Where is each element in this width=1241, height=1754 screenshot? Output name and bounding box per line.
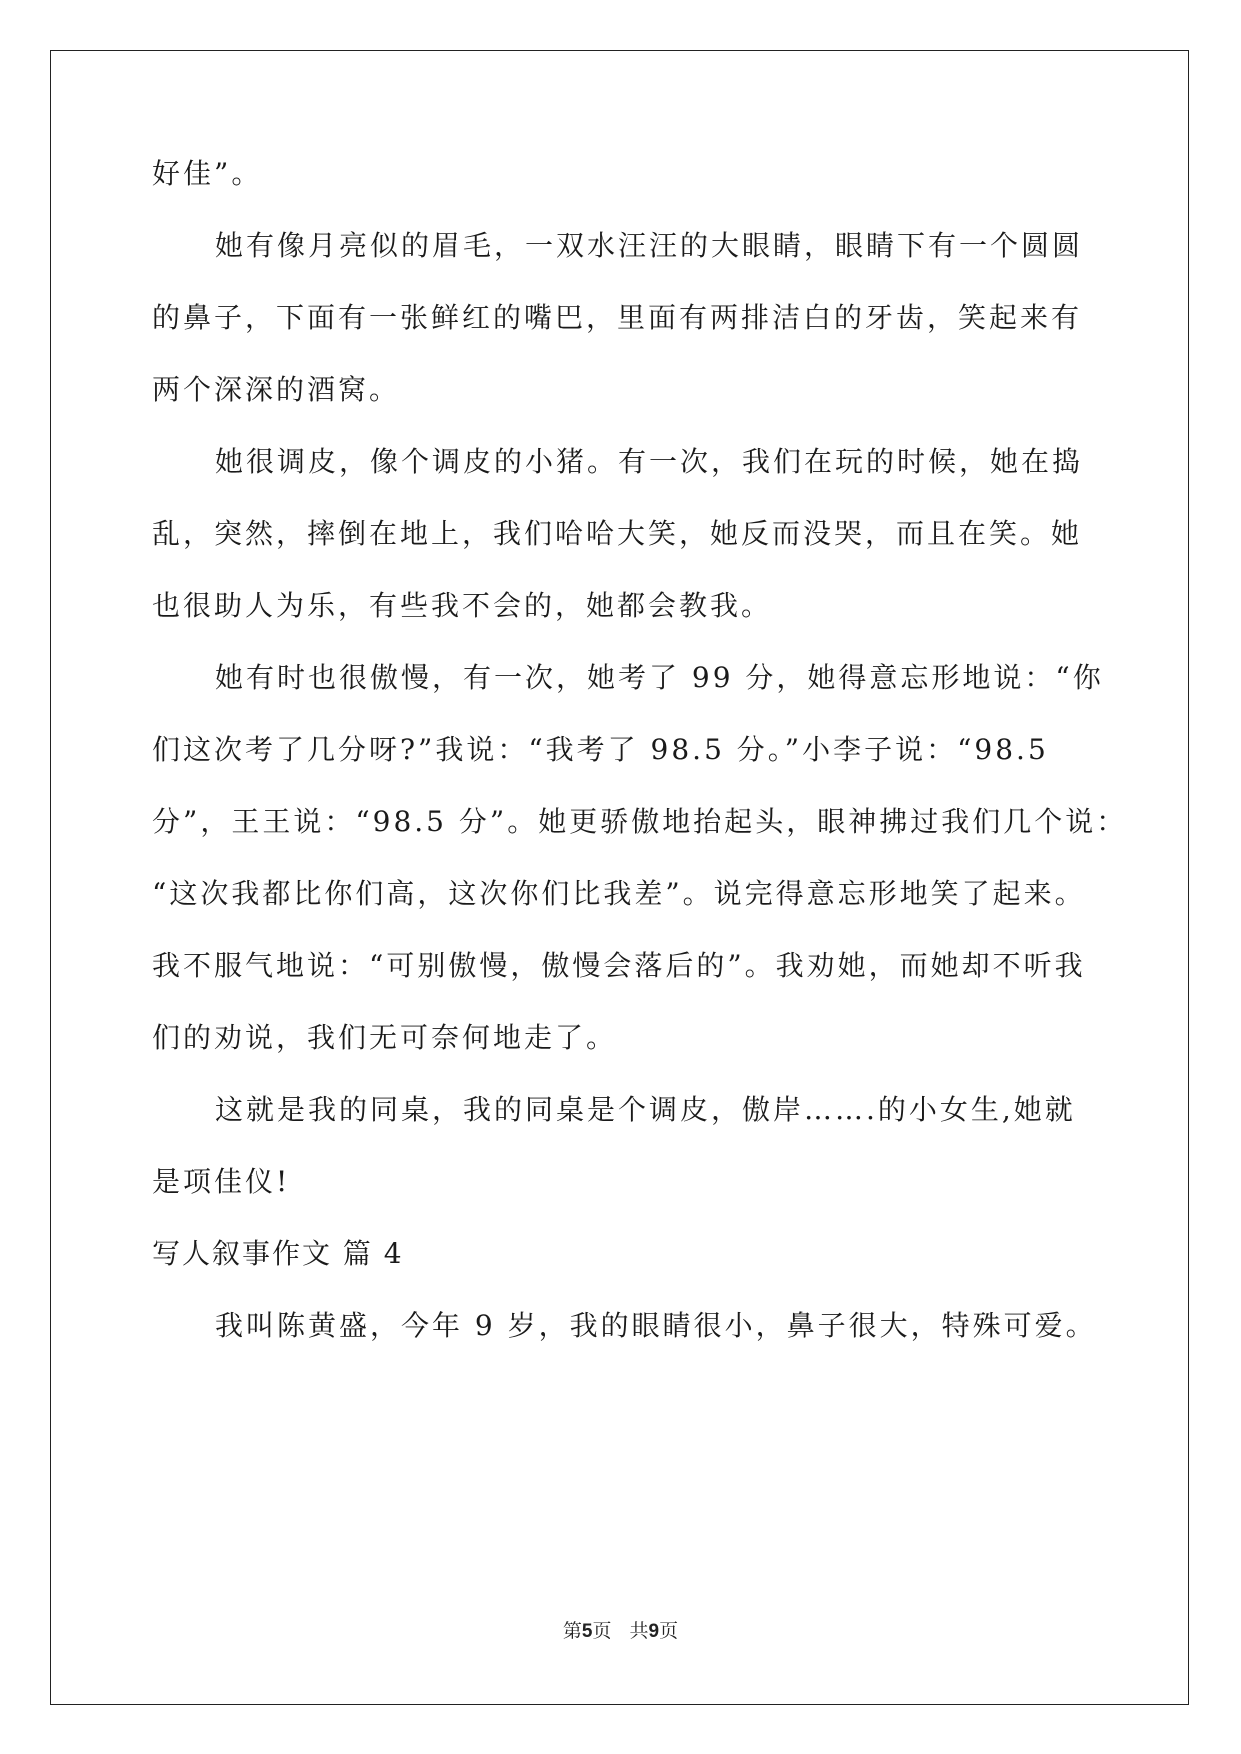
text-line: 是项佳仪! (152, 1165, 291, 1198)
text-line: 她有像月亮似的眉毛，一双水汪汪的大眼睛，眼睛下有一个圆圆 (215, 229, 1084, 262)
text-line: 的鼻子，下面有一张鲜红的嘴巴，里面有两排洁白的牙齿，笑起来有 (152, 301, 1083, 334)
text-line: “这次我都比你们高，这次你们比我差”。说完得意忘形地笑了起来。 (152, 877, 1086, 910)
text-line: 分”，王王说：“98.5 分”。她更骄傲地抬起头，眼神拂过我们几个说： (152, 805, 1128, 838)
total-prefix: 共 (629, 1620, 649, 1642)
text-line: 两个深深的酒窝。 (152, 373, 401, 406)
page-suffix: 页 (592, 1620, 612, 1642)
text-line: 好佳”。 (152, 157, 263, 190)
text-line: 我叫陈黄盛，今年 9 岁，我的眼睛很小，鼻子很大，特殊可爱。 (215, 1309, 1097, 1342)
text-line: 们这次考了几分呀?”我说：“我考了 98.5 分。”小李子说：“98.5 (152, 733, 1049, 766)
text-line: 我不服气地说：“可别傲慢，傲慢会落后的”。我劝她，而她却不听我 (152, 949, 1086, 982)
text-line: 这就是我的同桌，我的同桌是个调皮，傲岸…….的小女生,她就 (215, 1093, 1076, 1126)
section-heading: 写人叙事作文 篇 4 (152, 1237, 404, 1270)
text-line: 她很调皮，像个调皮的小猪。有一次，我们在玩的时候，她在捣 (215, 445, 1084, 478)
total-suffix: 页 (659, 1620, 679, 1642)
page-prefix: 第 (562, 1620, 582, 1642)
total-page-number: 9 (648, 1621, 660, 1642)
text-line: 也很助人为乐，有些我不会的，她都会教我。 (152, 589, 773, 622)
text-line: 们的劝说，我们无可奈何地走了。 (152, 1021, 618, 1054)
page-footer (0, 1618, 1241, 1645)
text-line: 乱，突然，摔倒在地上，我们哈哈大笑，她反而没哭，而且在笑。她 (152, 517, 1083, 550)
current-page-number: 5 (581, 1621, 593, 1642)
text-line: 她有时也很傲慢，有一次，她考了 99 分，她得意忘形地说：“你 (215, 661, 1104, 694)
